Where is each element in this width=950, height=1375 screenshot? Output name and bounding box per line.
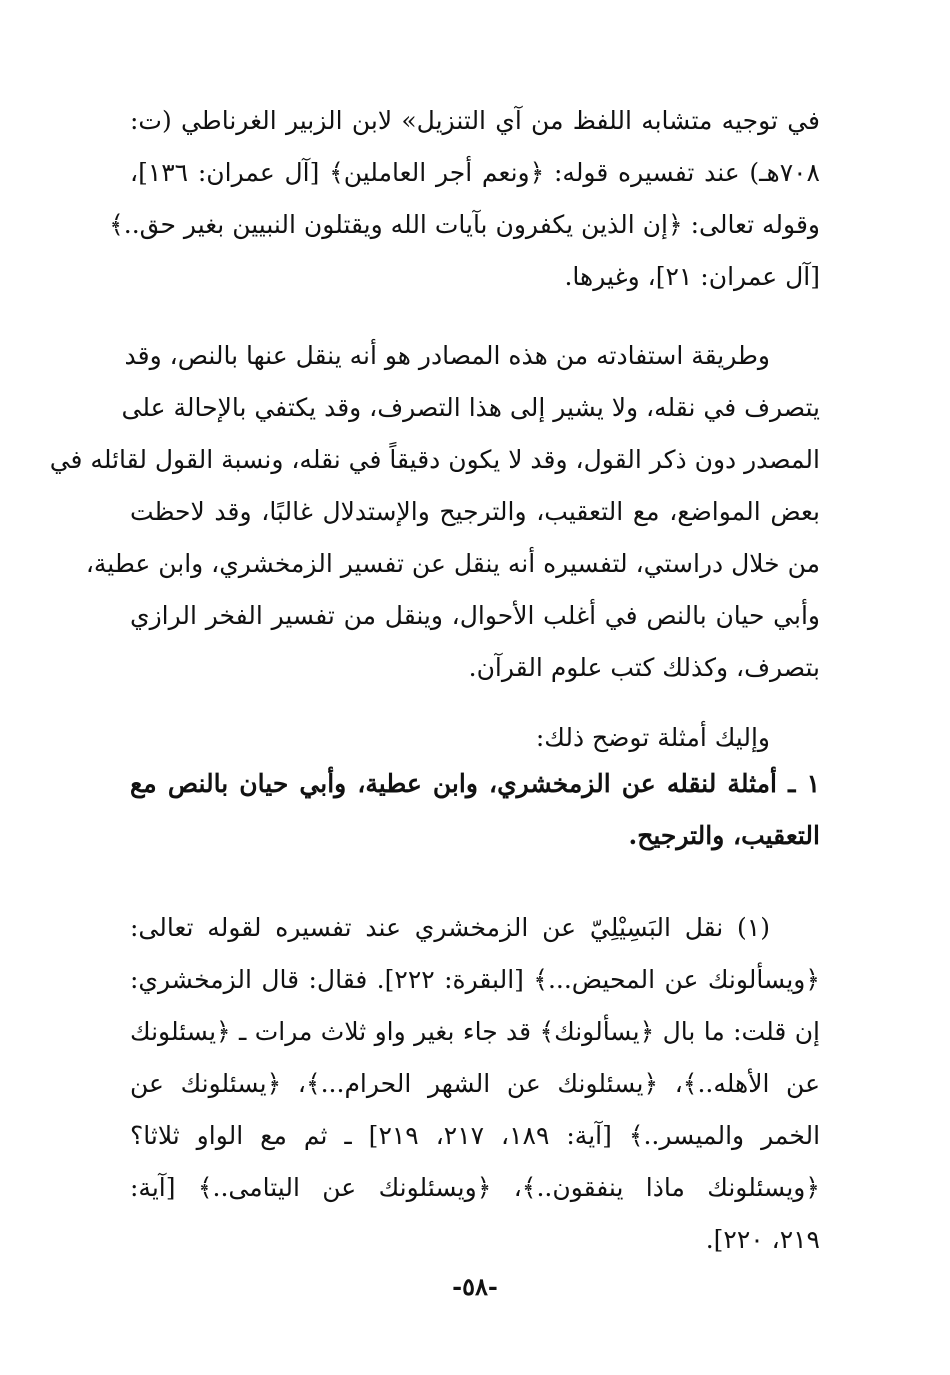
- text-line: ٧٠٨هـ) عند تفسيره قوله: ﴿ونعم أجر العاملين﴾ [آل عمران: ١٣٦]،: [130, 158, 820, 187]
- text-line: إن قلت: ما بال ﴿يسألونك﴾ قد جاء بغير واو ثلاث مرات ـ ﴿يسئلونك: [130, 1017, 820, 1046]
- text-line: بتصرف، وكذلك كتب علوم القرآن.: [468, 653, 820, 682]
- paragraph-1: [109, 95, 820, 303]
- text-line: ٢١٩، ٢٢٠].: [705, 1225, 820, 1254]
- text-line: ﴿ويسئلونك ماذا ينفقون..﴾، ﴿ويسئلونك عن اليتامى..﴾ [آية:: [130, 1173, 820, 1202]
- text-line: يتصرف في نقله، ولا يشير إلى هذا التصرف، وقد يكتفي بالإحالة على: [121, 393, 820, 422]
- paragraph-2: [49, 330, 820, 694]
- text-line: بعض المواضع، مع التعقيب، والترجيح والإستدلال غالبًا، وقد لاحظت: [130, 497, 820, 526]
- paragraph-4: [130, 902, 820, 1266]
- text-line: وقوله تعالى: ﴿إن الذين يكفرون بآيات الله ويقتلون النبيين بغير حق..﴾: [109, 210, 820, 239]
- text-line: عن الأهله..﴾، ﴿يسئلونك عن الشهر الحرام...﴾، ﴿يسئلونك عن: [130, 1069, 820, 1098]
- text-line: وأبي حيان بالنص في أغلب الأحوال، وينقل من تفسير الفخر الرازي: [130, 601, 820, 630]
- text-line: (١) نقل البَسِيْلِيّ عن الزمخشري عند تفسيره لقوله تعالى:: [130, 913, 770, 942]
- section-heading: [130, 758, 820, 862]
- text-line: المصدر دون ذكر القول، وقد لا يكون دقيقاً في نقله، ونسبة القول لقائله في: [49, 445, 820, 474]
- text-line: من خلال دراستي، لتفسيره أنه ينقل عن تفسير الزمخشري، وابن عطية،: [85, 549, 820, 578]
- text-line: ﴿ويسألونك عن المحيض...﴾ [البقرة: ٢٢٢]. فقال: قال الزمخشري:: [130, 965, 821, 994]
- text-line: [آل عمران: ٢١]، وغيرها.: [564, 262, 820, 291]
- heading-line: التعقيب، والترجيح.: [628, 821, 820, 850]
- text-line: في توجيه متشابه اللفظ من آي التنزيل» لابن الزبير الغرناطي (ت:: [130, 106, 820, 135]
- text-line: الخمر والميسر..﴾ [آية: ١٨٩، ٢١٧، ٢١٩] ـ ثم مع الواو ثلاثا؟: [130, 1121, 821, 1150]
- text-line: وإليك أمثلة توضح ذلك:: [535, 723, 770, 752]
- paragraph-3: [130, 712, 820, 764]
- page-number: -٥٨-: [452, 1272, 498, 1301]
- text-line: وطريقة استفادته من هذه المصادر هو أنه ينقل عنها بالنص، وقد: [124, 341, 770, 370]
- heading-line: ١ ـ أمثلة لنقله عن الزمخشري، وابن عطية، وأبي حيان بالنص مع: [130, 769, 820, 798]
